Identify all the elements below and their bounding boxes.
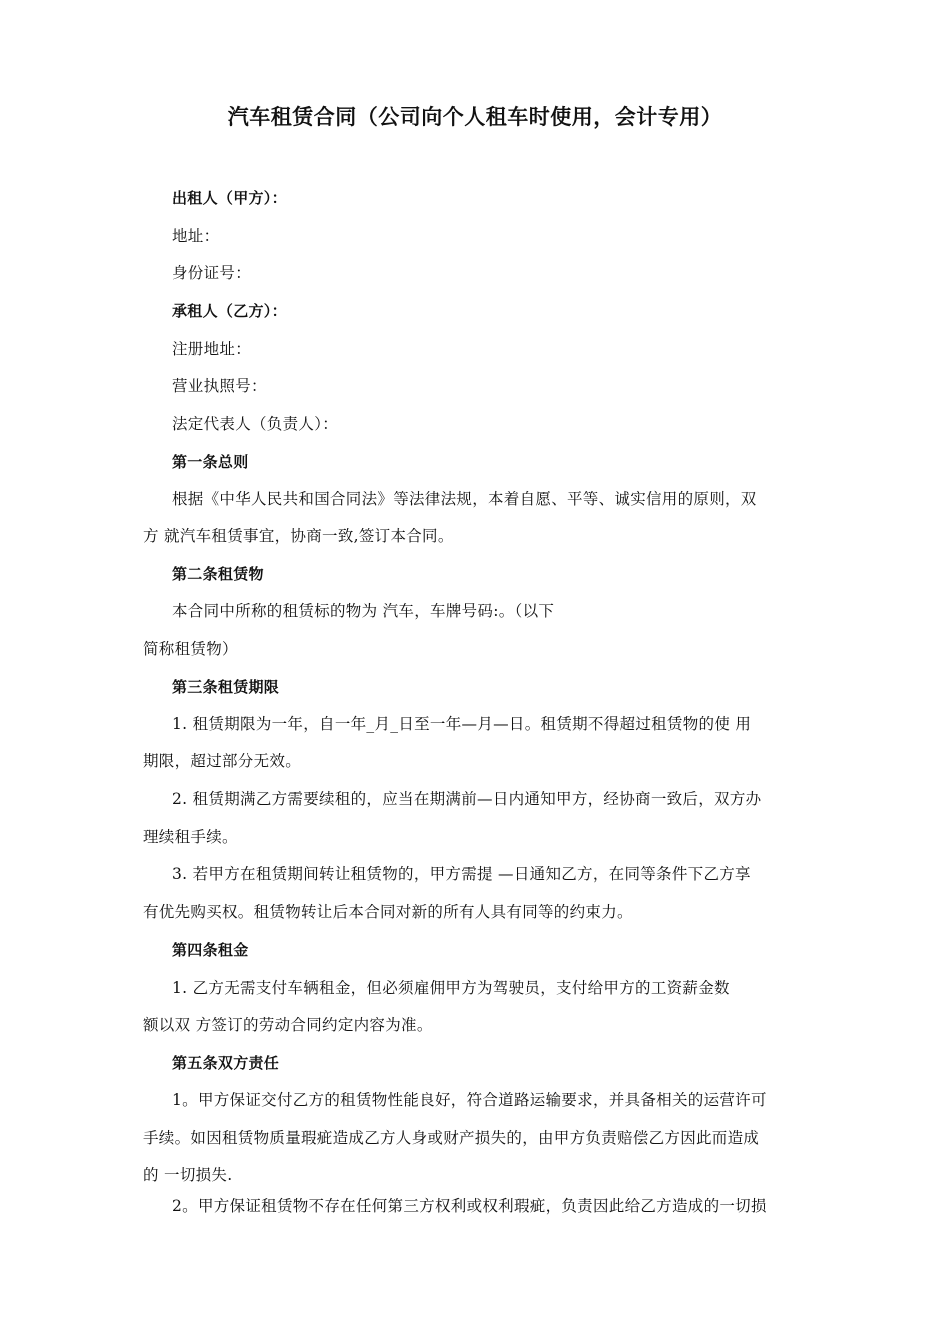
article-4-heading: 第四条租金	[172, 941, 249, 959]
article-3-text-line: 有优先购买权。租赁物转让后本合同对新的所有人具有同等的约束力。	[143, 903, 633, 921]
article-3-heading: 第三条租赁期限	[172, 678, 280, 696]
article-2-text-line: 本合同中所称的租赁标的物为 汽车，车牌号码:。（以下	[172, 602, 555, 620]
article-5-text-line: 1。甲方保证交付乙方的租赁物性能良好，符合道路运输要求，并具备相关的运营许可	[172, 1091, 767, 1109]
article-5-text-line: 的 一切损失.	[143, 1166, 233, 1184]
lessor-heading: 出租人（甲方）：	[172, 189, 287, 207]
lessee-heading: 承租人（乙方）：	[172, 302, 287, 320]
lessor-id-label: 身份证号：	[172, 264, 252, 282]
article-1-heading: 第一条总则	[172, 453, 249, 471]
article-3-text-line: 期限，超过部分无效。	[143, 752, 302, 770]
article-2-text-line: 简称租赁物）	[143, 640, 238, 658]
article-4-text-line: 额以双 方签订的劳动合同约定内容为准。	[143, 1016, 433, 1034]
legal-representative-label: 法定代表人（负责人）：	[172, 415, 339, 433]
article-5-text-line: 手续。如因租赁物质量瑕疵造成乙方人身或财产损失的，由甲方负责赔偿乙方因此而造成	[143, 1129, 760, 1147]
article-1-text-line: 方 就汽车租赁事宜，协商一致,签订本合同。	[143, 527, 454, 545]
article-3-text-line: 2. 租赁期满乙方需要续租的，应当在期满前—日内通知甲方，经协商一致后，双方办	[172, 790, 762, 808]
document-title: 汽车租赁合同（公司向个人租车时使用，会计专用）	[227, 105, 723, 129]
article-3-text-line: 1. 租赁期限为一年，自一年_月_日至一年—月—日。租赁期不得超过租赁物的使 用	[172, 715, 752, 733]
article-5-heading: 第五条双方责任	[172, 1054, 280, 1072]
article-2-heading: 第二条租赁物	[172, 565, 264, 583]
article-5-text-line: 2。甲方保证租赁物不存在任何第三方权利或权利瑕疵，负责因此给乙方造成的一切损	[172, 1197, 767, 1215]
article-1-text-line: 根据《中华人民共和国合同法》等法律法规，本着自愿、平等、诚实信用的原则，双	[172, 490, 757, 508]
lessor-address-label: 地址：	[172, 227, 220, 245]
business-license-label: 营业执照号：	[172, 377, 267, 395]
lessee-address-label: 注册地址：	[172, 340, 252, 358]
article-4-text-line: 1. 乙方无需支付车辆租金，但必须雇佣甲方为驾驶员，支付给甲方的工资薪金数	[172, 979, 730, 997]
article-3-text-line: 3. 若甲方在租赁期间转让租赁物的，甲方需提 —日通知乙方，在同等条件下乙方享	[172, 865, 751, 883]
article-3-text-line: 理续租手续。	[143, 828, 238, 846]
